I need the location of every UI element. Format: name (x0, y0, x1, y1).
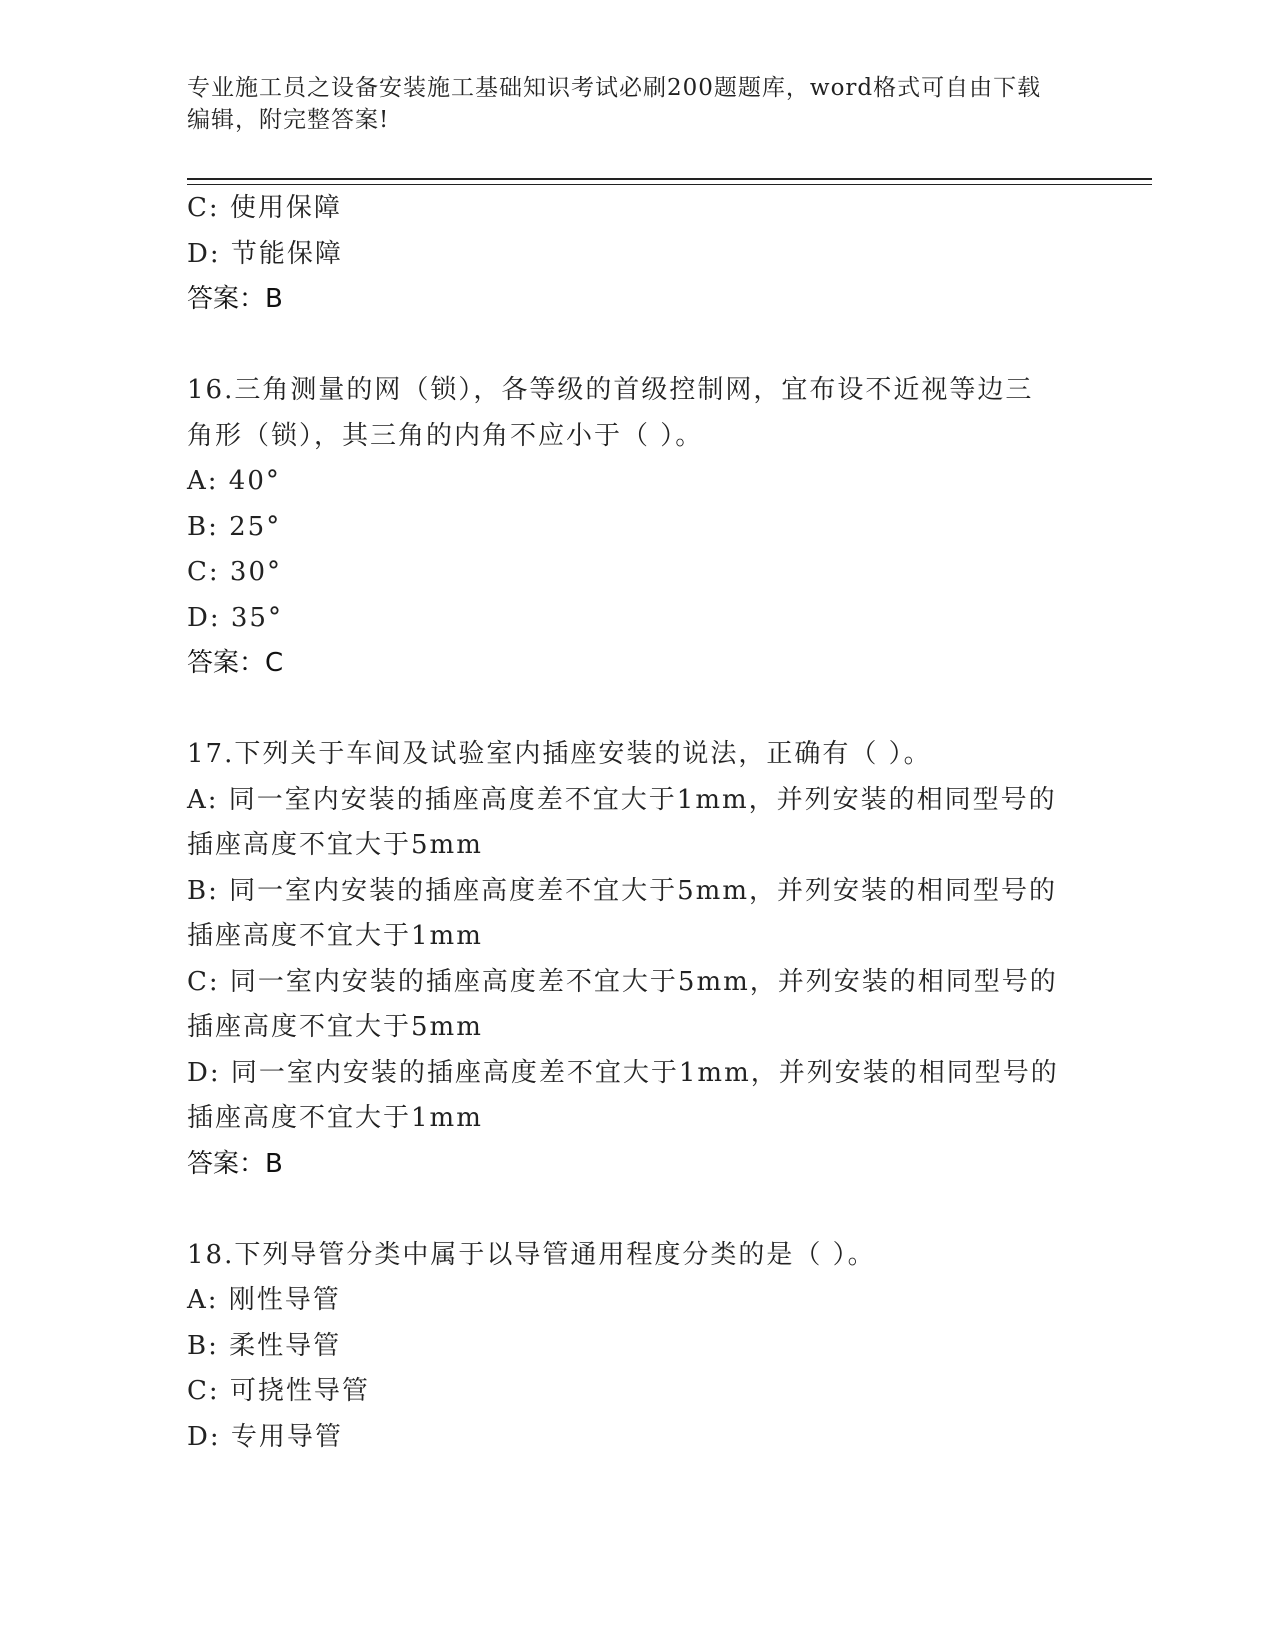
spacer (187, 323, 1087, 369)
option-a: A: 同一室内安装的插座高度差不宜大于1mm，并列安装的相同型号的 (187, 784, 1057, 815)
option-a-continued: 插座高度不宜大于5mm (187, 830, 483, 860)
header-title-line1: 专业施工员之设备安装施工基础知识考试必刷200题题库，word格式可自由下载 (187, 75, 1042, 101)
option-c: C: 30° (187, 557, 283, 587)
spacer (187, 687, 1087, 733)
option-c: C: 使用保障 (187, 193, 342, 223)
option-d: D: 专用导管 (187, 1421, 343, 1452)
option-b: B: 25° (187, 511, 282, 542)
question-stem: 18.下列导管分类中属于以导管通用程度分类的是（ ）。 (187, 1239, 876, 1270)
header-title-line2: 编辑，附完整答案! (187, 107, 390, 133)
option-c: C: 可挠性导管 (187, 1376, 370, 1406)
header-rule-thick (187, 178, 1152, 180)
option-b: B: 同一室内安装的插座高度差不宜大于5mm，并列安装的相同型号的 (187, 875, 1057, 906)
answer-label: 答案：C (187, 648, 284, 678)
option-c: C: 同一室内安装的插座高度差不宜大于5mm，并列安装的相同型号的 (187, 966, 1058, 997)
question-15-tail (187, 186, 1087, 323)
option-b-continued: 插座高度不宜大于1mm (187, 921, 483, 951)
option-c-continued: 插座高度不宜大于5mm (187, 1012, 483, 1042)
question-16 (187, 368, 1087, 687)
header-rule-thin (187, 184, 1152, 185)
question-stem: 17.下列关于车间及试验室内插座安装的说法，正确有（ ）。 (187, 739, 932, 769)
option-a: A: 刚性导管 (187, 1285, 341, 1315)
question-17 (187, 732, 1087, 1187)
option-b: B: 柔性导管 (187, 1330, 342, 1361)
option-d: D: 节能保障 (187, 238, 343, 269)
question-stem: 16.三角测量的网（锁），各等级的首级控制网，宜布设不近视等边三 (187, 375, 1034, 405)
question-18 (187, 1233, 1087, 1461)
document-header (187, 72, 1067, 136)
option-d-continued: 插座高度不宜大于1mm (187, 1103, 483, 1133)
option-a: A: 40° (187, 466, 281, 496)
answer-label: 答案：B (187, 284, 283, 314)
option-d: D: 35° (187, 602, 283, 633)
answer-label: 答案：B (187, 1148, 283, 1179)
spacer (187, 1187, 1087, 1233)
question-stem-continued: 角形（锁），其三角的内角不应小于（ ）。 (187, 420, 704, 451)
option-d: D: 同一室内安装的插座高度差不宜大于1mm，并列安装的相同型号的 (187, 1057, 1059, 1088)
question-list (187, 186, 1087, 1460)
